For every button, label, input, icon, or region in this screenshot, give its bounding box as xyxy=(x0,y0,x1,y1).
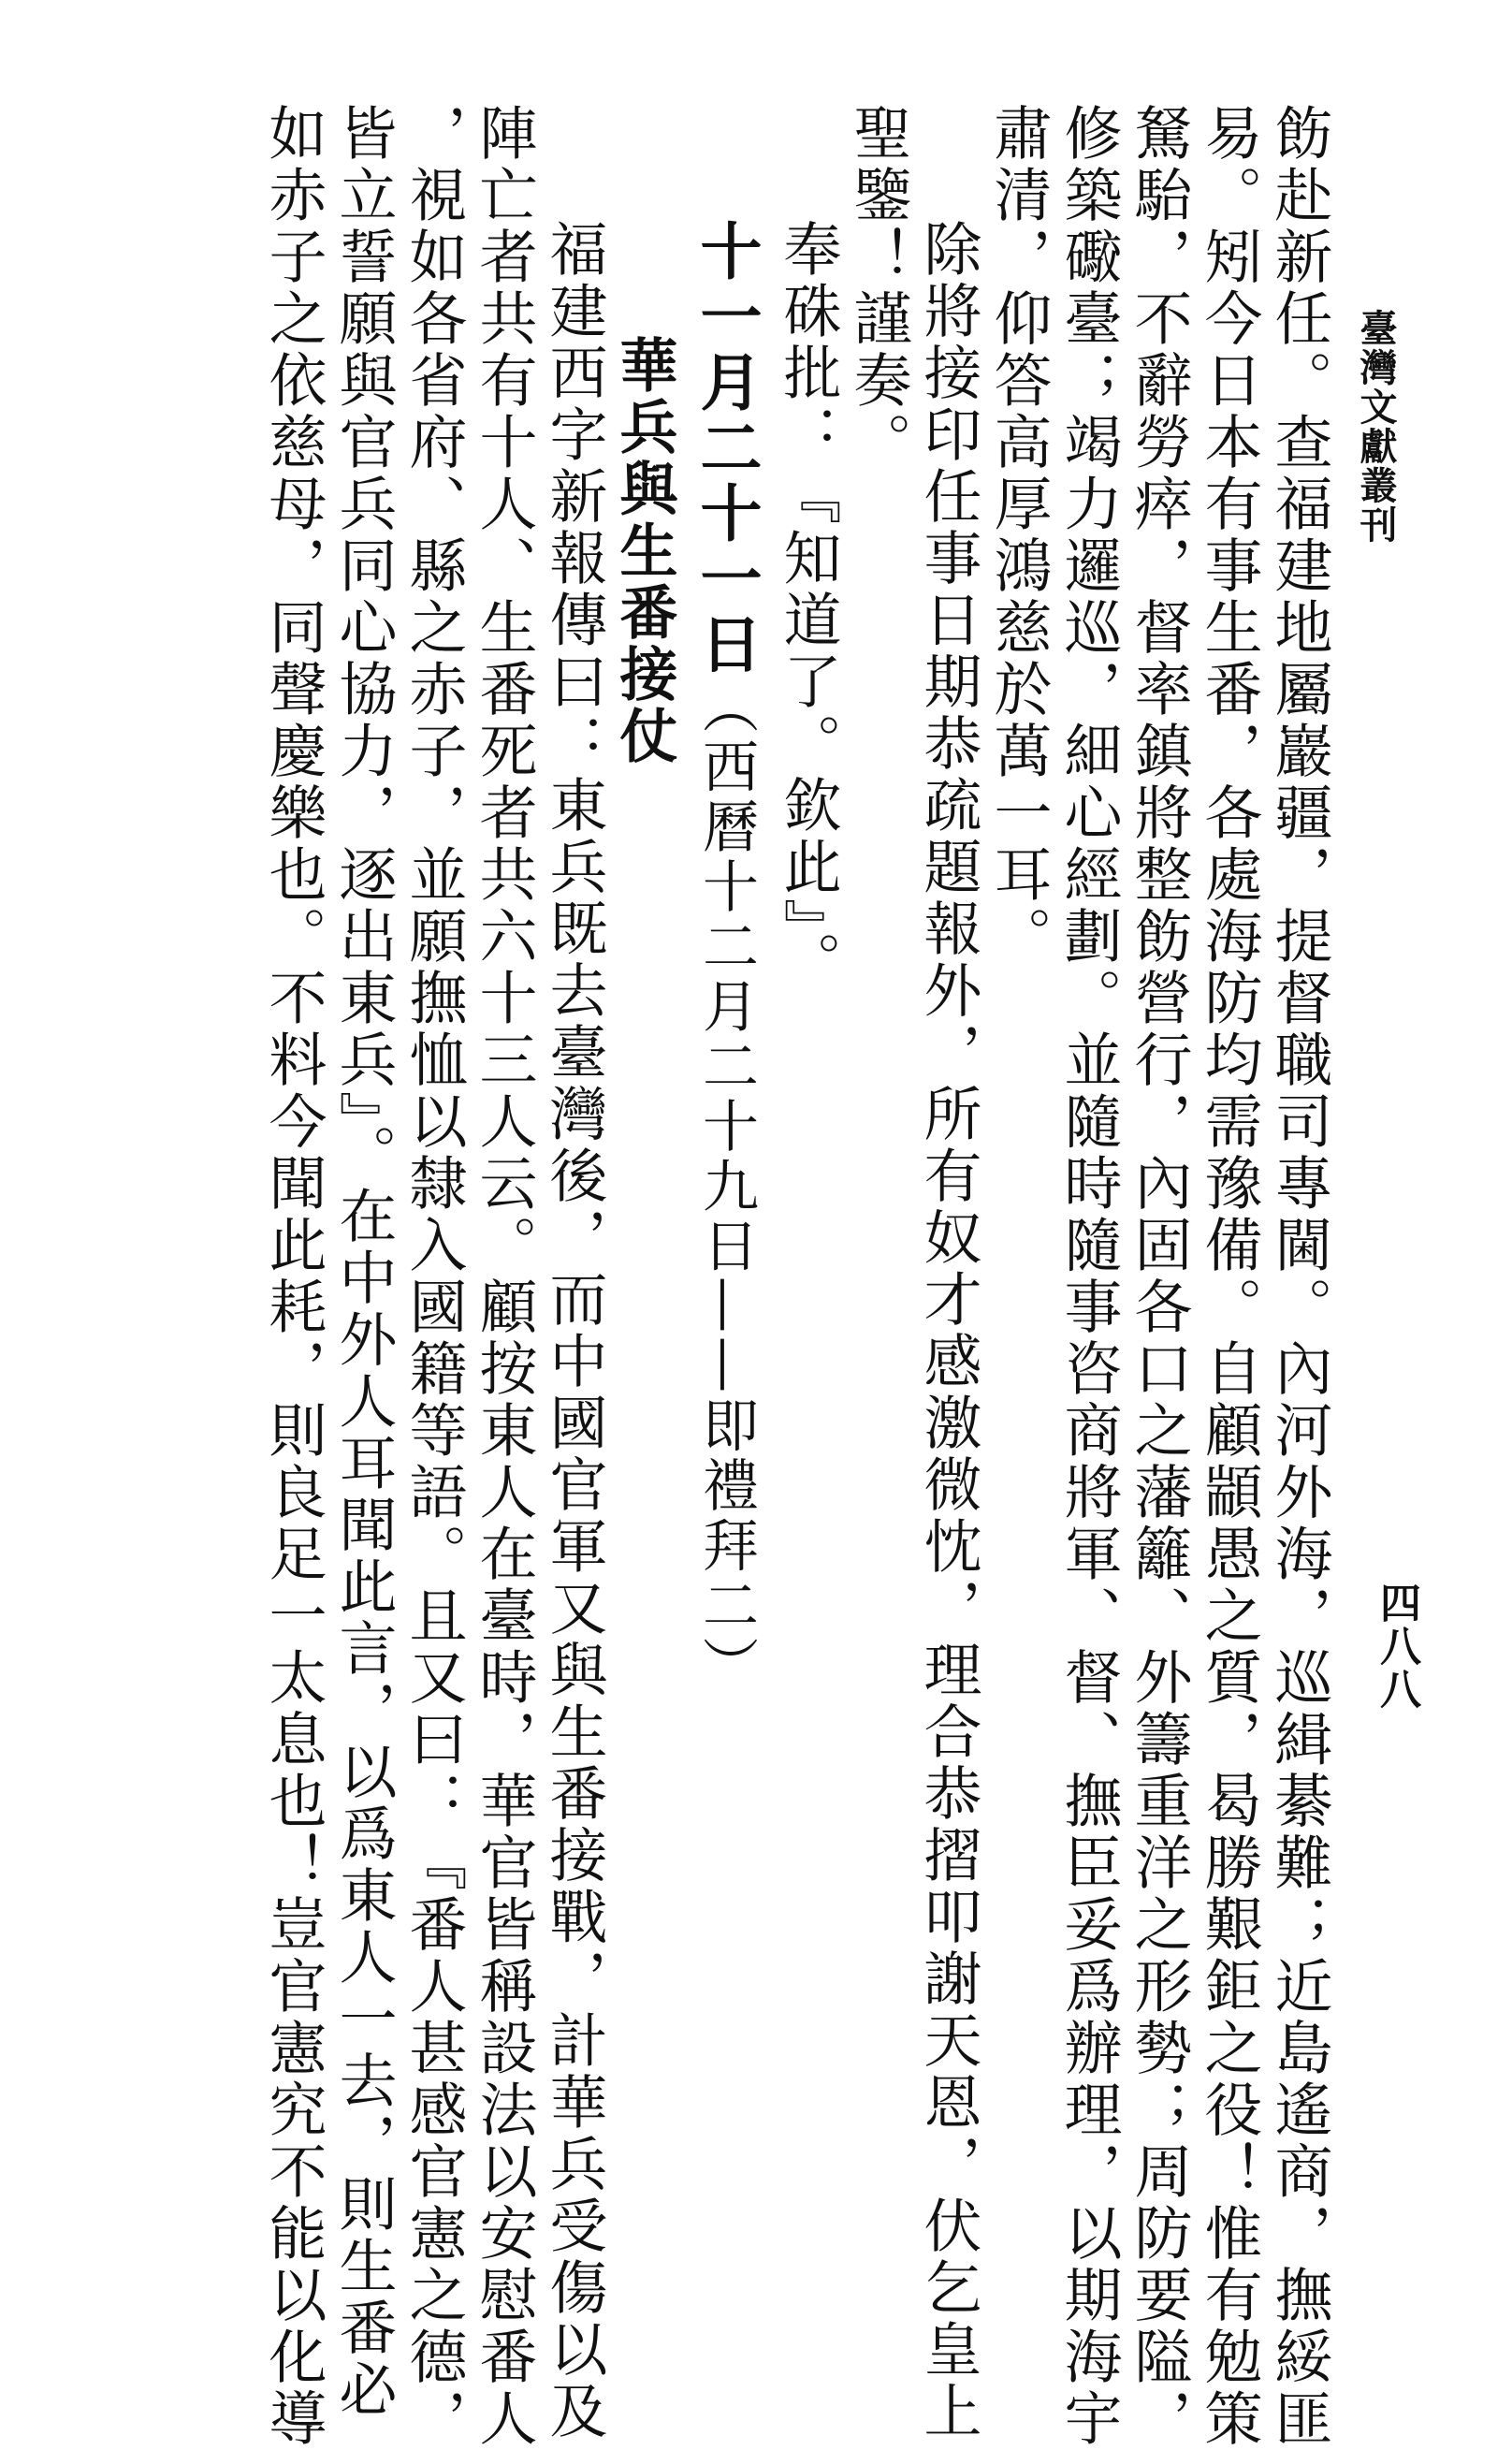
text-column: 除將接印任事日期恭疏題報外，所有奴才感激微忱，理合恭摺叩謝天恩，伏乞皇上 xyxy=(914,219,982,2443)
text-column: 肅清，仰答高厚鴻慈於萬一耳。 xyxy=(984,103,1053,968)
section-heading: 華兵與生番接仗 xyxy=(610,335,678,767)
date-main: 十一月二十一日 xyxy=(690,219,763,678)
text-column: 聖鑒！謹奏。 xyxy=(844,103,912,474)
text-column: 駑駘，不辭勞瘁，督率鎮將整飭營行，內固各口之藩籬、外籌重洋之形勢；周防要隘， xyxy=(1125,103,1193,2450)
text-column: ，視如各省府、縣之赤子，並願撫恤以隸入國籍等語。且又曰：『番人甚感官憲之德， xyxy=(400,103,468,2450)
text-column: 修築礮臺；竭力邏巡，細心經劃。並隨時隨事咨商將軍、督、撫臣妥爲辦理，以期海宇 xyxy=(1054,103,1123,2450)
page-number: 四八八 xyxy=(1373,1582,1420,1711)
running-header-title: 臺灣文獻叢刊 xyxy=(1354,309,1398,545)
body-text xyxy=(258,103,1334,2450)
text-column: 飭赴新任。查福建地屬巖疆，提督職司專閫。內河外海，巡緝綦難；近島遙商，撫綏匪 xyxy=(1265,103,1333,2450)
text-column: 皆立誓願與官兵同心協力，逐出東兵』。在中外人耳聞此言，以爲東人一去，則生番必 xyxy=(329,103,398,2421)
date-note: （西曆十二月二十九日——即禮拜二） xyxy=(693,678,759,1696)
text-column: 陣亡者共有十人、生番死者共六十三人云。顧按東人在臺時，華官皆稱設法以安慰番人 xyxy=(470,103,538,2450)
text-column: 奉硃批：『知道了。欽此』。 xyxy=(774,219,842,993)
text-column: 易。矧今日本有事生番，各處海防均需豫備。自顧顓愚之質，曷勝艱鉅之役！惟有勉策 xyxy=(1195,103,1263,2450)
date-line xyxy=(691,103,762,2124)
text-column: 如赤子之依慈母，同聲慶樂也。不料今聞此耗，則良足一太息也！豈官憲究不能以化導 xyxy=(259,103,327,2450)
text-column: 福建西字新報傳曰：東兵既去臺灣後，而中國官軍又與生番接戰，計華兵受傷以及 xyxy=(540,219,608,2443)
